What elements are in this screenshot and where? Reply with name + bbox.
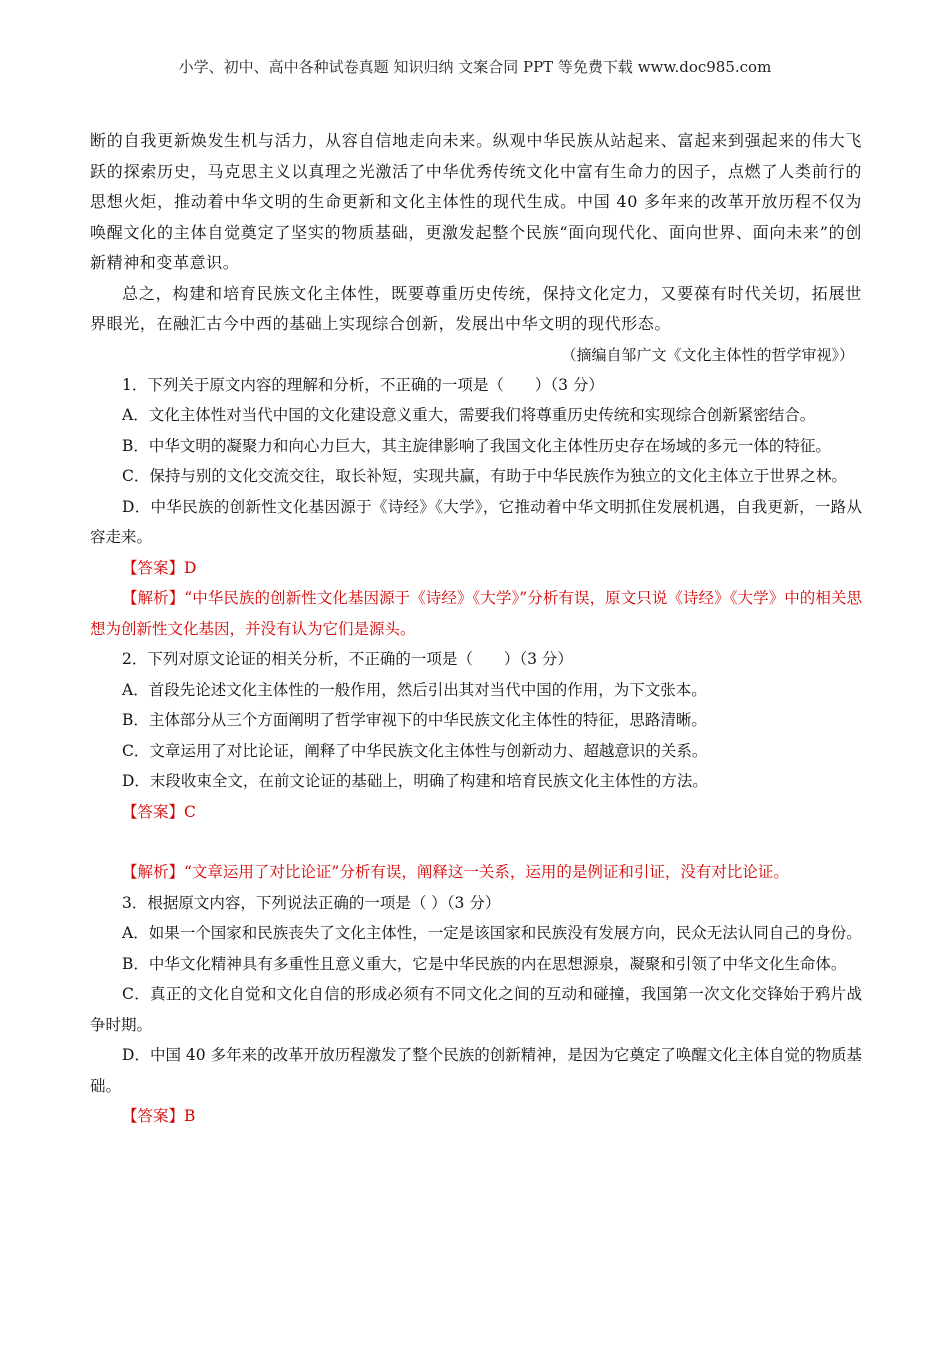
question-2-stem: 2．下列对原文论证的相关分析，不正确的一项是（ ）（3 分） [122,650,573,668]
passage-paragraph-2: 总之，构建和培育民族文化主体性，既要尊重历史传统，保持文化定力，又要葆有时代关切，拓展世界眼光，在融汇古今中西的基础上实现综合创新，发展出中华文明的现代形态。 [90,283,862,333]
question-1-stem: 1．下列关于原文内容的理解和分析，不正确的一项是（ ）（3 分） [122,375,604,394]
question-2-option-b: B．主体部分从三个方面阐明了哲学审视下的中华民族文化主体性的特征，思路清晰。 [122,711,707,729]
question-2-option-a: A．首段先论述文化主体性的一般作用，然后引出其对当代中国的作用，为下文张本。 [122,680,707,699]
question-1-option-a: A．文化主体性对当代中国的文化建设意义重大，需要我们将尊重历史传统和实现综合创新紧密结合。 [122,406,816,424]
question-2-option-d: D．末段收束全文，在前文论证的基础上，明确了构建和培育民族文化主体性的方法。 [122,772,708,790]
question-1 [90,370,862,645]
page-header: 小学、初中、高中各种试卷真题 知识归纳 文案合同 PPT 等免费下载 www.doc985.com [178,58,772,76]
question-3-option-b: B．中华文化精神具有多重性且意义重大，它是中华民族的内在思想源泉，凝聚和引领了中华文化生命体。 [122,954,847,973]
question-3-stem: 3．根据原文内容，下列说法正确的一项是（ ）（3 分） [122,893,501,912]
passage-paragraph-1: 断的自我更新焕发生机与活力，从容自信地走向未来。纵观中华民族从站起来、富起来到强起来的伟大飞跃的探索历史，马克思主义以真理之光激活了中华优秀传统文化中富有生命力的因子，点燃了人类前行的思想火炬，推动着中华文明的生命更新和文化主体性的现代生成。中国 40 多年来的改革开放历程不仅为唤醒文化的主体自觉奠定了坚实的物质基础，更激发起整个民族“面向现代化、面向世界、面向未来”的创新精神和变革意识。 [90,131,862,272]
question-1-answer: 【答案】D [122,558,197,577]
question-3-answer: 【答案】B [122,1107,196,1125]
question-3 [90,888,862,1132]
question-2-option-c: C．文章运用了对比论证，阐释了中华民族文化主体性与创新动力、超越意识的关系。 [122,741,708,760]
question-3-option-a: A．如果一个国家和民族丧失了文化主体性，一定是该国家和民族没有发展方向，民众无法认同自己的身份。 [122,924,862,942]
question-2-answer: 【答案】C [122,802,196,821]
question-1-option-c: C．保持与别的文化交流交往，取长补短，实现共赢，有助于中华民族作为独立的文化主体立于世界之林。 [122,467,847,485]
question-1-explanation: 【解析】“中华民族的创新性文化基因源于《诗经》《大学》”分析有误，原文只说《诗经》《大学》中的相关思想为创新性文化基因，并没有认为它们是源头。 [90,589,862,638]
question-2 [90,644,862,888]
question-1-option-d: D．中华民族的创新性文化基因源于《诗经》《大学》，它推动着中华文明抓住发展机遇，自我更新，一路从容走来。 [90,497,862,546]
passage-source: （摘编自邹广文《文化主体性的哲学审视》） [561,345,854,364]
question-3-option-d: D．中国 40 多年来的改革开放历程激发了整个民族的创新精神，是因为它奠定了唤醒文化主体自觉的物质基础。 [90,1046,862,1095]
question-1-option-b: B．中华文明的凝聚力和向心力巨大，其主旋律影响了我国文化主体性历史存在场域的多元一体的特征。 [122,436,831,455]
blank-spacer [90,827,862,857]
document-body [90,126,862,1132]
question-2-explanation: 【解析】“文章运用了对比论证”分析有误，阐释这一关系，运用的是例证和引证，没有对比论证。 [122,863,789,881]
question-3-option-c: C．真正的文化自觉和文化自信的形成必须有不同文化之间的互动和碰撞，我国第一次文化交锋始于鸦片战争时期。 [90,985,862,1034]
